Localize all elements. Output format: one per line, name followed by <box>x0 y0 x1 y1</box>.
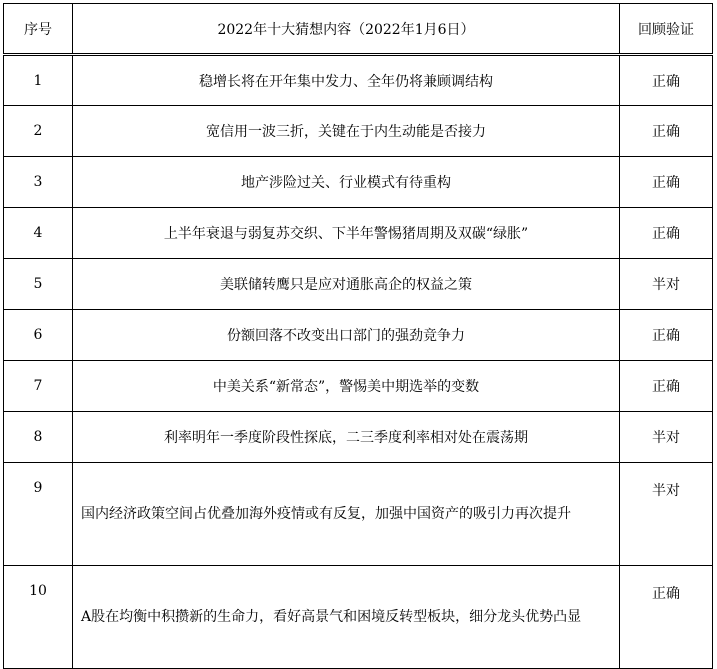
row-content: 地产涉险过关、行业模式有待重构 <box>73 157 620 208</box>
row-content: 利率明年一季度阶段性探底，二三季度利率相对处在震荡期 <box>73 412 620 463</box>
table-row <box>4 310 713 361</box>
row-content: 稳增长将在开年集中发力、全年仍将兼顾调结构 <box>73 55 620 106</box>
row-review: 正确 <box>620 55 713 106</box>
row-num: 10 <box>4 566 73 669</box>
row-content: A股在均衡中积攒新的生命力，看好高景气和困境反转型板块，细分龙头优势凸显 <box>73 566 620 669</box>
row-num: 1 <box>4 55 73 106</box>
table-row <box>4 566 713 669</box>
table-row <box>4 55 713 106</box>
row-content: 美联储转鹰只是应对通胀高企的权益之策 <box>73 259 620 310</box>
table-row <box>4 106 713 157</box>
row-num: 9 <box>4 463 73 566</box>
table-row <box>4 208 713 259</box>
table-row <box>4 463 713 566</box>
row-review: 正确 <box>620 566 713 669</box>
header-content: 2022年十大猜想内容（2022年1月6日） <box>73 4 620 55</box>
row-review: 正确 <box>620 106 713 157</box>
header-review: 回顾验证 <box>620 4 713 55</box>
header-num: 序号 <box>4 4 73 55</box>
table-row <box>4 412 713 463</box>
row-content: 宽信用一波三折，关键在于内生动能是否接力 <box>73 106 620 157</box>
row-content: 中美关系“新常态”，警惕美中期选举的变数 <box>73 361 620 412</box>
row-num: 8 <box>4 412 73 463</box>
row-content: 份额回落不改变出口部门的强劲竞争力 <box>73 310 620 361</box>
row-num: 5 <box>4 259 73 310</box>
row-review: 半对 <box>620 259 713 310</box>
row-num: 4 <box>4 208 73 259</box>
row-review: 正确 <box>620 208 713 259</box>
results-table <box>3 3 713 669</box>
row-num: 2 <box>4 106 73 157</box>
row-num: 6 <box>4 310 73 361</box>
row-review: 半对 <box>620 463 713 566</box>
row-review: 正确 <box>620 310 713 361</box>
table-row <box>4 259 713 310</box>
row-num: 3 <box>4 157 73 208</box>
header-row <box>4 4 713 55</box>
table-row <box>4 157 713 208</box>
row-review: 正确 <box>620 157 713 208</box>
row-review: 正确 <box>620 361 713 412</box>
row-num: 7 <box>4 361 73 412</box>
table-row <box>4 361 713 412</box>
row-content: 国内经济政策空间占优叠加海外疫情或有反复，加强中国资产的吸引力再次提升 <box>73 463 620 566</box>
row-content: 上半年衰退与弱复苏交织、下半年警惕猪周期及双碳“绿胀” <box>73 208 620 259</box>
row-review: 半对 <box>620 412 713 463</box>
